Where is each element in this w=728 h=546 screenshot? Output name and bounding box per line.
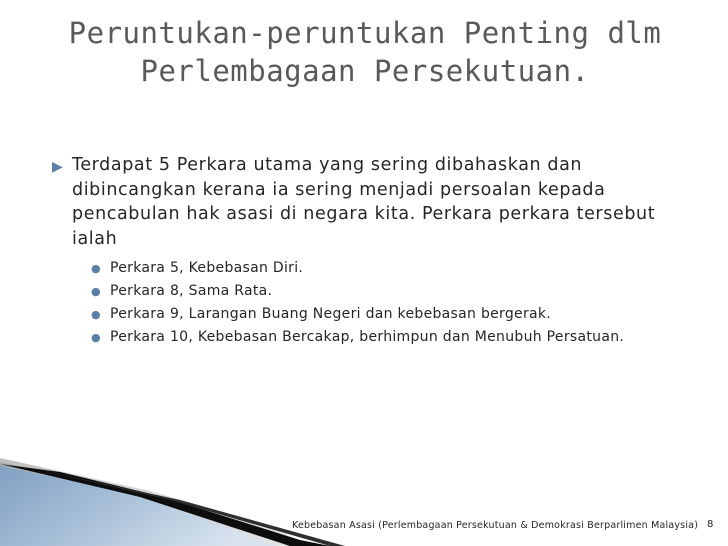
- small-dot-icon: ●: [91, 308, 101, 321]
- title-line-1: Peruntukan-peruntukan Penting dlm: [68, 16, 662, 50]
- title-line-2: Perlembagaan Persekutuan.: [140, 54, 590, 88]
- main-bullet-text: Terdapat 5 Perkara utama yang sering dibahaskan dan dibincangkan kerana ia sering menjadi persoalan kepada pencabulan hak asasi di negara kita. Perkara perkara tersebut ialah: [72, 155, 656, 249]
- small-dot-icon: ●: [91, 285, 101, 298]
- sub-bullet-text: Perkara 9, Larangan Buang Negeri dan kebebasan bergerak.: [110, 306, 552, 322]
- sub-bullet-text: Perkara 10, Kebebasan Bercakap, berhimpun dan Menubuh Persatuan.: [110, 329, 625, 345]
- footer-text: Kebebasan Asasi (Perlembagaan Persekutuan & Demokrasi Berparlimen Malaysia): [292, 520, 699, 531]
- small-dot-icon: ●: [91, 331, 101, 344]
- page-number: 8: [707, 519, 714, 530]
- sub-bullet-text: Perkara 8, Sama Rata.: [110, 283, 273, 299]
- small-dot-icon: ●: [91, 262, 101, 275]
- sub-bullet-text: Perkara 5, Kebebasan Diri.: [110, 260, 304, 276]
- triangle-right-icon: ▶: [52, 159, 64, 175]
